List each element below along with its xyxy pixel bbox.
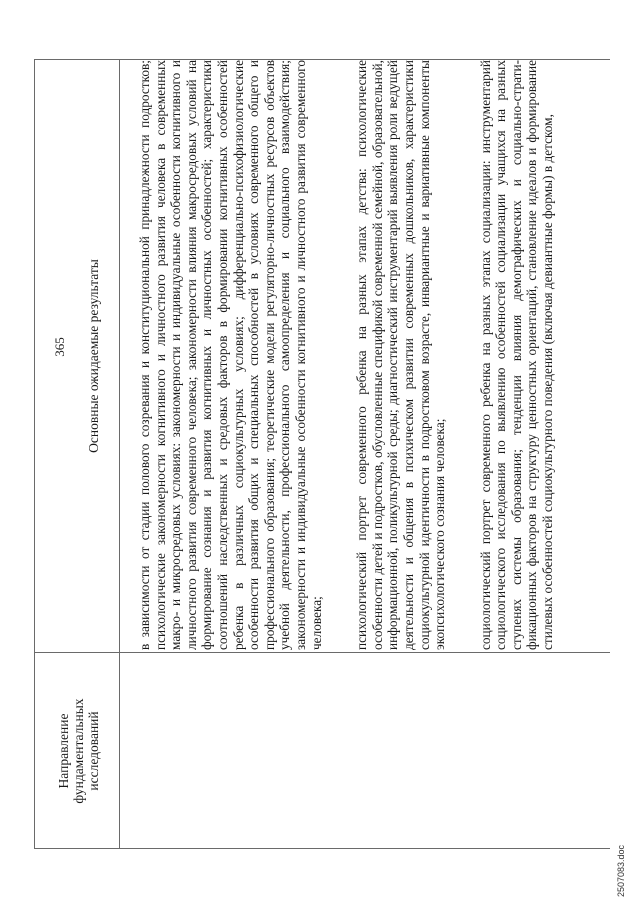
table-column-divider — [34, 652, 610, 653]
result-paragraph: социологический портрет современного ребенка на разных этапах социализации: инструментарий социологического исследования по выявлению особенностей социализации учащихся на разных ступенях системы образования; тенденции влияния демографических и социально-страти-фикационных факторов на структуру ценностных ориентаций, становление идеалов и формирование стилевых особенностей социокультурного поведения (включая девиантные формы) в детском, — [477, 60, 556, 650]
table-header-divider — [119, 59, 120, 849]
table-border-left — [34, 848, 610, 849]
result-paragraph: психологический портрет современного ребенка на разных этапах детства: психологические особенности детей и подростков, обусловленные спецификой современной семейной, образовательной, информационной, поликультурной среды; диагностический инструментарий выявления роли ведущей деятельности и общения в психическом развитии современных дошкольников, характеристики социокультурной идентичности в подростковом возрасте, инвариантные и вариативные компоненты экопсихологического сознания человека; — [354, 60, 448, 650]
results-column-content — [137, 60, 586, 650]
result-paragraph: в зависимости от стадии полового созревания и конституциональной принадлежности подростков; психологические закономерности когнитивного и личностного развития человека в современных макро- и микросредовых условиях: закономерности и индивидуальные особенности когнитивного и личностного развития современного человека; закономерности влияния макросредовых условий на формирование сознания и развития когнитивных и личностных особенностей; характеристики соотношений наследственных и средовых факторов в формировании когнитивных особенностей ребенка в различных социокультурных условиях; дифференциально-психофизиологические особенности развития общих и специальных способностей в условиях современного общего и профессионального образования; теоретические модели регуляторно-личностных ресурсов объектов учебной деятельности, профессионального самоопределения и социального взаимодействия; закономерности и индивидуальные особенности когнитивного и личностного развития современного человека; — [137, 60, 324, 650]
page-number: 365 — [52, 337, 67, 357]
header-line: фундаментальных — [71, 698, 86, 804]
table-border-top — [34, 59, 35, 849]
results-table — [34, 59, 610, 849]
document-file-id: 2507083.doc — [616, 844, 626, 897]
header-line: Направление — [56, 713, 71, 789]
column-header-direction — [56, 653, 101, 849]
column-header-results: Основные ожидаемые результаты — [86, 259, 101, 453]
header-line: исследований — [86, 711, 101, 791]
